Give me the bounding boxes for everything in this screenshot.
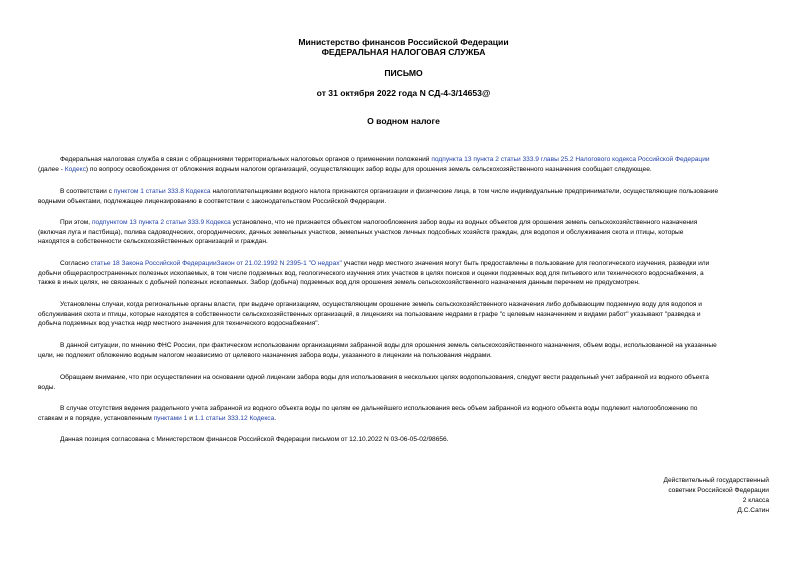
link-points-1[interactable]: пунктами 1: [153, 414, 188, 422]
paragraph-text: Обращаем внимание, что при осуществлении на основании одной лицензии забора воды для использования в нескольких целях водопользования, следует вести раздельный учет забранной из водного объекта: [60, 374, 709, 381]
link-article-333-8[interactable]: пунктом 1 статьи 333.8 Кодекса: [113, 188, 211, 195]
document-type: ПИСЬМО: [384, 68, 423, 78]
paragraph-text: (далее -: [38, 165, 65, 173]
paragraph-text: Федеральная налоговая служба в связи с обращениями территориальных налоговых органов о применении положений: [60, 156, 432, 163]
paragraph-text: ставкам и в порядке, установленным: [38, 414, 154, 422]
paragraph-text: цели, не подлежит обложению водным налогом независимо от целевого назначения забора воды, указанного в лицензии на пользования недрами.: [38, 351, 492, 359]
paragraph-text: воды.: [38, 383, 56, 391]
paragraph-9: [38, 435, 768, 445]
paragraph-text: В данной ситуации, по мнению ФНС России, при фактическом использовании организациями забранной воды для орошения земель сельскохозяйственного назначения, объем воды, использованной на указанные: [60, 342, 717, 349]
paragraph-8: [38, 404, 768, 423]
paragraph-6: [38, 341, 768, 360]
service-name: ФЕДЕРАЛЬНАЯ НАЛОГОВАЯ СЛУЖБА: [321, 47, 486, 57]
paragraph-text: водными объектами, подлежащее лицензированию в соответствии с законодательством Российской Федерации.: [38, 197, 387, 205]
paragraph-4: [38, 259, 768, 288]
document-date-number: от 31 октября 2022 года N СД-4-3/14653@: [316, 88, 491, 98]
paragraph-text: обслуживания скота и птицы, которые находятся в собственности сельскохозяйственных организаций, в лицензиях на пользование недрами в графе "с целевым назначением и видами работ" указывают "разведка и: [38, 310, 701, 318]
paragraph-text: В случае отсутствия ведения раздельного учета забранной из водного объекта воды по целям ее дальнейшего использования весь объем забранной из водного объекта воды подлежит налогообложению по: [60, 405, 698, 412]
paragraph-text: При этом,: [60, 219, 92, 226]
paragraph-text: добычи общераспространенных полезных ископаемых, в том числе подземных вод, геологического изучения этих участков в целях поисков и оценки подземных вод для питьевого или технического водоснабжения, а: [38, 269, 704, 277]
signature-title-line-3: 2 класса: [742, 497, 769, 504]
paragraph-3: [38, 218, 768, 247]
paragraph-text: участки недр местного значения могут быть предоставлены в пользование для геологического изучения, разведки или: [341, 260, 710, 267]
signature-title-line-1: Действительный государственный: [663, 477, 769, 484]
link-law-on-subsoil[interactable]: Закон от 21.02.1992 N 2395-1 "О недрах": [216, 260, 342, 267]
paragraph-text: Установлены случаи, когда региональные органы власти, при выдаче организациям, осуществляющим орошение земель сельскохозяйственного назначения либо добывающим подземную воду для водопоя и: [60, 301, 702, 308]
signature-name: Д.С.Сатин: [737, 507, 769, 514]
link-tax-code-333-9[interactable]: подпункта 13 пункта 2 статьи 333.9 главы 25.2 Налогового кодекса Российской Федерации: [431, 156, 710, 163]
paragraph-1: [38, 155, 768, 174]
paragraph-5: [38, 300, 768, 329]
paragraph-text: Данная позиция согласована с Министерством финансов Российской Федерации письмом от 12.10.2022 N 03-06-05-02/98656.: [60, 436, 449, 443]
paragraph-text: добыча подземных вод участка недр местного значения для технического водоснабжения".: [38, 320, 320, 328]
paragraph-7: [38, 373, 768, 392]
paragraph-2: [38, 187, 768, 206]
paragraph-text: также в иных целях, не связанных с добычей полезных ископаемых. Забор (добыча) подземных вод для орошения земель сельскохозяйственного назначения данным перечнем не предусмотрен.: [38, 279, 640, 287]
paragraph-text: установлено, что не признается объектом налогообложения забор воды из водных объектов для орошения земель сельскохозяйственного назначения: [230, 219, 698, 226]
link-article-333-12[interactable]: 1.1 статьи 333.12 Кодекса: [194, 414, 275, 422]
paragraph-text: В соответствии с: [60, 188, 114, 195]
paragraph-text: .: [274, 414, 277, 422]
link-law-article-18[interactable]: статье 18 Закона Российской Федерации: [90, 260, 217, 267]
paragraph-text: ) по вопросу освобождения от обложения водным налогом организаций, осуществляющих забор воды для орошения земель сельскохозяйственного назначения сообщает следующее.: [85, 165, 652, 173]
paragraph-text: налогоплательщиками водного налога признаются организации и физические лица, в том числе индивидуальные предприниматели, осуществляющие пользование: [210, 188, 719, 195]
paragraph-text: находятся в собственности сельскохозяйственных организаций и граждан.: [38, 238, 268, 246]
paragraph-text: Согласно: [60, 260, 91, 267]
paragraph-text: (включая луга и пастбища), полива садоводческих, огороднических, дачных земельных участков, земельных участков личных подсобных хозяйств граждан, для водопоя и обслуживания скота и птицы, которые: [38, 228, 684, 236]
link-tax-code[interactable]: Кодекс: [64, 165, 86, 173]
paragraph-text: и: [187, 414, 195, 422]
link-article-333-9[interactable]: подпунктом 13 пункта 2 статьи 333.9 Кодекса: [91, 219, 231, 226]
document-subject: О водном налоге: [367, 116, 440, 126]
signature-block: [664, 476, 770, 516]
ministry-name: Министерство финансов Российской Федерации: [298, 37, 509, 47]
signature-title-line-2: советник Российской Федерации: [668, 487, 769, 494]
